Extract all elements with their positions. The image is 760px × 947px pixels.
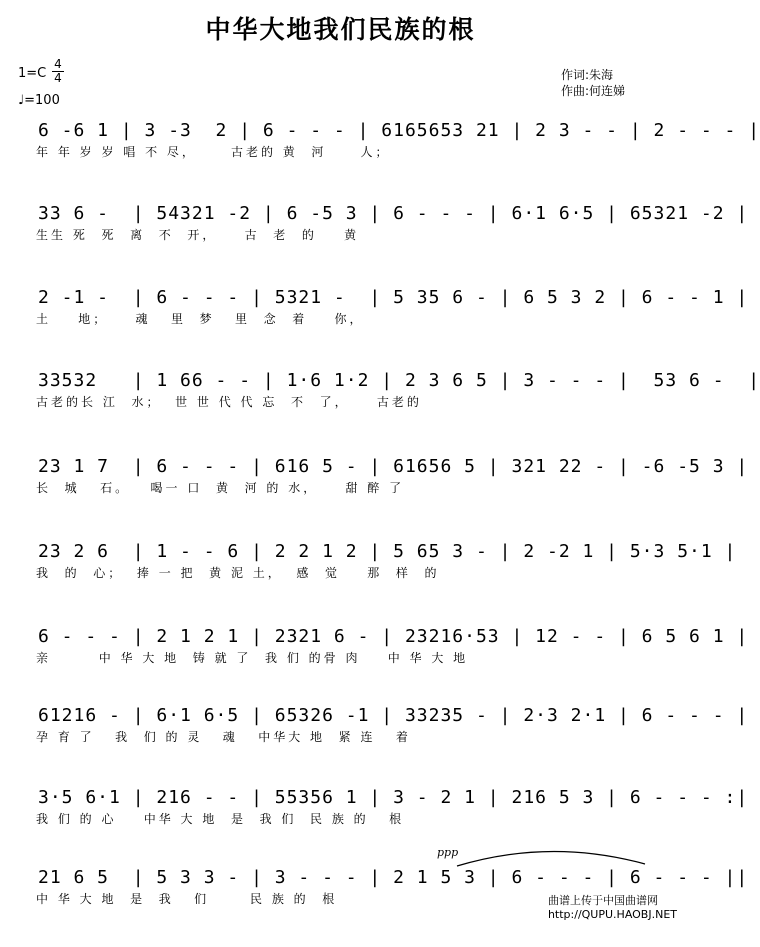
notes-line: 23 1 7 | 6 - - - | 616 5 - | 61656 5 | 321 22 - | -6 -5 3 | xyxy=(38,456,749,477)
score-row-5 xyxy=(0,456,749,536)
lyrics-line: 孕 育 了 我 们 的 灵 魂 中华大 地 紧 连 着 xyxy=(36,730,411,744)
lyrics-line: 生生 死 死 离 不 开， 古 老 的 黄 xyxy=(36,228,360,242)
notes-line: 6 -6 1 | 3 -3 2 | 6 - - - | 6165653 21 | 2 3 - - | 2 - - - | xyxy=(38,120,760,141)
notes-line: 2 -1 - | 6 - - - | 5321 - | 5 35 6 - | 6 5 3 2 | 6 - - 1 | xyxy=(38,287,749,308)
key-signature: 1=C xyxy=(18,66,47,81)
lyrics-line: 长 城 石。 喝一 口 黄 河 的 水， 甜 醉 了 xyxy=(36,481,405,495)
score-row-3 xyxy=(0,287,749,367)
notes-line: 6 - - - | 2 1 2 1 | 2321 6 - | 23216·53 | 12 - - | 6 5 6 1 | xyxy=(38,626,749,647)
lyrics-line: 中 华 大 地 是 我 们 民 族 的 根 xyxy=(36,892,338,906)
tempo-marking: ♩=100 xyxy=(18,93,60,108)
watermark-line-1: 曲谱上传于中国曲谱网 xyxy=(547,894,658,907)
lyrics-line: 古老的长 江 水； 世 世 代 代 忘 不 了， 古老的 xyxy=(36,395,422,409)
composer-credit: 作曲:何连娣 xyxy=(561,84,626,98)
lyrics-line: 我 的 心； 捧 一 把 黄 泥 土， 感 觉 那 样 的 xyxy=(36,566,440,580)
score-row-7 xyxy=(0,626,749,706)
score-row-1 xyxy=(0,120,760,200)
time-signature-bottom: 4 xyxy=(54,71,62,85)
lyrics-line: 我 们 的 心 中华 大 地 是 我 们 民 族 的 根 xyxy=(36,812,405,826)
time-signature xyxy=(52,58,64,85)
score-row-6 xyxy=(0,541,737,621)
lyrics-line: 土 地； 魂 里 梦 里 念 着 你， xyxy=(36,312,365,326)
score-title: 中华大地我们民族的根 xyxy=(205,15,476,44)
score-row-2 xyxy=(0,203,749,283)
watermark-line-2: http://QUPU.HAOBJ.NET xyxy=(547,908,677,921)
dynamics-marking: ppp xyxy=(437,846,459,859)
lyricist-credit: 作词:朱海 xyxy=(561,68,614,82)
notes-line: 61216 - | 6·1 6·5 | 65326 -1 | 33235 - | 2·3 2·1 | 6 - - - | xyxy=(38,705,749,726)
watermark xyxy=(548,892,677,921)
notes-line: 33532 | 1 66 - - | 1·6 1·2 | 2 3 6 5 | 3 - - - | 53 6 - | xyxy=(38,370,760,391)
lyrics-line: 年 年 岁 岁 唱 不 尽， 古老的 黄 河 人； xyxy=(36,145,391,159)
notes-line: 33 6 - | 54321 -2 | 6 -5 3 | 6 - - - | 6·1 6·5 | 65321 -2 | xyxy=(38,203,749,224)
notes-line: 3·5 6·1 | 216 - - | 55356 1 | 3 - 2 1 | 216 5 3 | 6 - - - :| xyxy=(38,787,749,808)
lyrics-line: 亲 中 华 大 地 铸 就 了 我 们 的骨 肉 中 华 大 地 xyxy=(36,651,469,665)
notes-line: 21 6 5 | 5 3 3 - | 3 - - - | 2 1 5 3 | 6 - - - | 6 - - - || xyxy=(38,867,749,888)
notes-line: 23 2 6 | 1 - - 6 | 2 2 1 2 | 5 65 3 - | 2 -2 1 | 5·3 5·1 | xyxy=(38,541,737,562)
time-signature-top: 4 xyxy=(54,57,62,71)
score-row-4 xyxy=(0,370,760,450)
final-slur xyxy=(455,846,655,868)
score-row-8 xyxy=(0,705,749,785)
